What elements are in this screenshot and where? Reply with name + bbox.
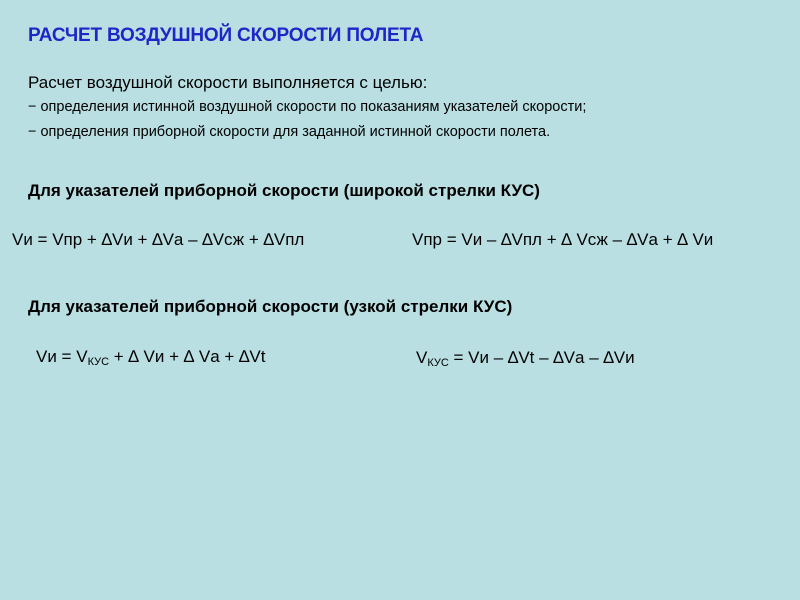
bullet-indicated-airspeed: − определения приборной скорости для заданной истинной скорости полета. <box>28 124 551 140</box>
page-title: РАСЧЕТ ВОЗДУШНОЙ СКОРОСТИ ПОЛЕТА <box>28 25 424 46</box>
heading-narrow-needle: Для указателей приборной скорости (узкой стрелки КУС) <box>28 297 513 316</box>
formula-subscript: КУС <box>427 357 449 369</box>
bullet-true-airspeed: − определения истинной воздушной скорости по показаниям указателей скорости; <box>28 99 587 115</box>
formula-subscript: КУС <box>87 356 110 368</box>
formula-prefix: Vи = V <box>36 347 88 366</box>
formula-kus-speed-narrow <box>416 348 635 368</box>
formula-indicated-speed-wide: Vпр = Vи – ∆Vпл + ∆ Vсж – ∆Vа + ∆ Vи <box>412 230 714 249</box>
formula-prefix: V <box>416 348 428 367</box>
intro-text: Расчет воздушной скорости выполняется с целью: <box>28 73 428 92</box>
formula-suffix: = Vи – ∆Vt – ∆Vа – ∆Vи <box>448 348 635 367</box>
formula-true-speed-narrow <box>36 347 266 367</box>
formula-suffix: + ∆ Vи + ∆ Vа + ∆Vt <box>109 347 266 366</box>
formula-true-speed-wide: Vи = Vпр + ∆Vи + ∆Vа – ∆Vсж + ∆Vпл <box>12 230 305 249</box>
heading-wide-needle: Для указателей приборной скорости (широкой стрелки КУС) <box>28 181 540 200</box>
